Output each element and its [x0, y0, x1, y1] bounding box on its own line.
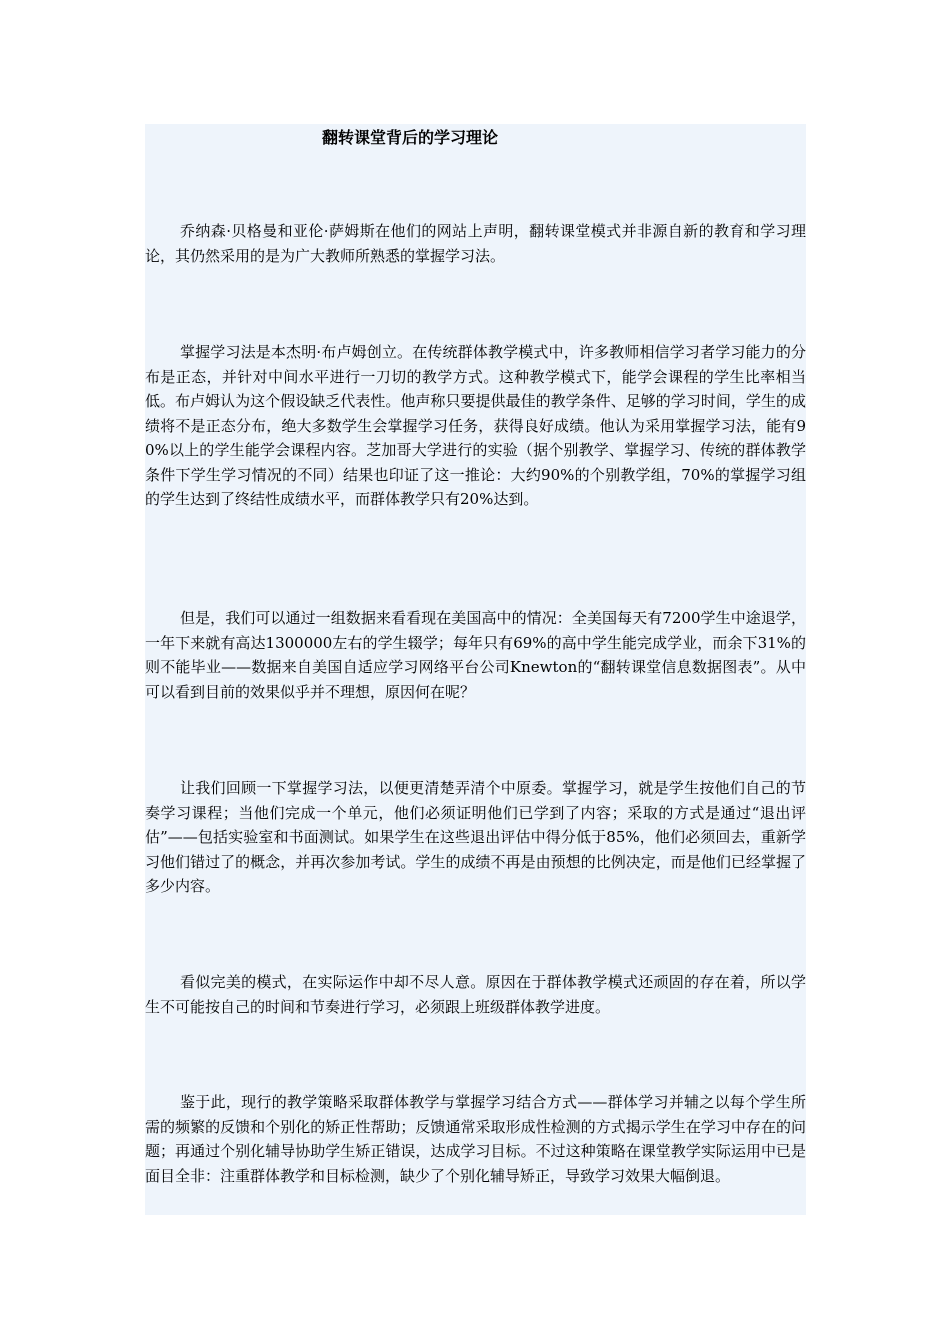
paragraph-4: 让我们回顾一下掌握学习法，以便更清楚弄清个中原委。掌握学习，就是学生按他们自己的节奏学习课程；当他们完成一个单元，他们必须证明他们已学到了内容；采取的方式是通过“退出评估”——包括实验室和书面测试。如果学生在这些退出评估中得分低于85%，他们必须回去，重新学习他们错过了的概念，并再次参加考试。学生的成绩不再是由预想的比例决定，而是他们已经掌握了多少内容。 — [145, 779, 806, 895]
paragraph-6: 鉴于此，现行的教学策略采取群体教学与掌握学习结合方式——群体学习并辅之以每个学生所需的频繁的反馈和个别化的矫正性帮助；反馈通常采取形成性检测的方式揭示学生在学习中存在的问题；再通过个别化辅导协助学生矫正错误，达成学习目标。不过这种策略在课堂教学实际运用中已是面目全非：注重群体教学和目标检测，缺少了个别化辅导矫正，导致学习效果大幅倒退。 — [145, 1093, 806, 1185]
paragraph-2: 掌握学习法是本杰明·布卢姆创立。在传统群体教学模式中，许多教师相信学习者学习能力的分布是正态，并针对中间水平进行一刀切的教学方式。这种教学模式下，能学会课程的学生比率相当低。布卢姆认为这个假设缺乏代表性。他声称只要提供最佳的教学条件、足够的学习时间，学生的成绩将不是正态分布，绝大多数学生会掌握学习任务，获得良好成绩。他认为采用掌握学习法，能有90%以上的学生能学会课程内容。芝加哥大学进行的实验（据个别教学、掌握学习、传统的群体教学条件下学生学习情况的不同）结果也印证了这一推论：大约90%的个别教学组，70%的掌握学习组的学生达到了终结性成绩水平，而群体教学只有20%达到。 — [145, 343, 806, 508]
paragraph-3: 但是，我们可以通过一组数据来看看现在美国高中的情况：全美国每天有7200学生中途退学，一年下来就有高达1300000左右的学生辍学；每年只有69%的高中学生能完成学业，而余下31%的则不能毕业——数据来自美国自适应学习网络平台公司Knewton的“翻转课堂信息数据图表”。从中可以看到目前的效果似乎并不理想，原因何在呢？ — [145, 609, 806, 701]
paragraph-5: 看似完美的模式，在实际运作中却不尽人意。原因在于群体教学模式还顽固的存在着，所以学生不可能按自己的时间和节奏进行学习，必须跟上班级群体教学进度。 — [145, 973, 806, 1016]
paragraph-1: 乔纳森·贝格曼和亚伦·萨姆斯在他们的网站上声明，翻转课堂模式并非源自新的教育和学习理论，其仍然采用的是为广大教师所熟悉的掌握学习法。 — [145, 222, 806, 265]
document-title: 翻转课堂背后的学习理论 — [322, 128, 499, 147]
